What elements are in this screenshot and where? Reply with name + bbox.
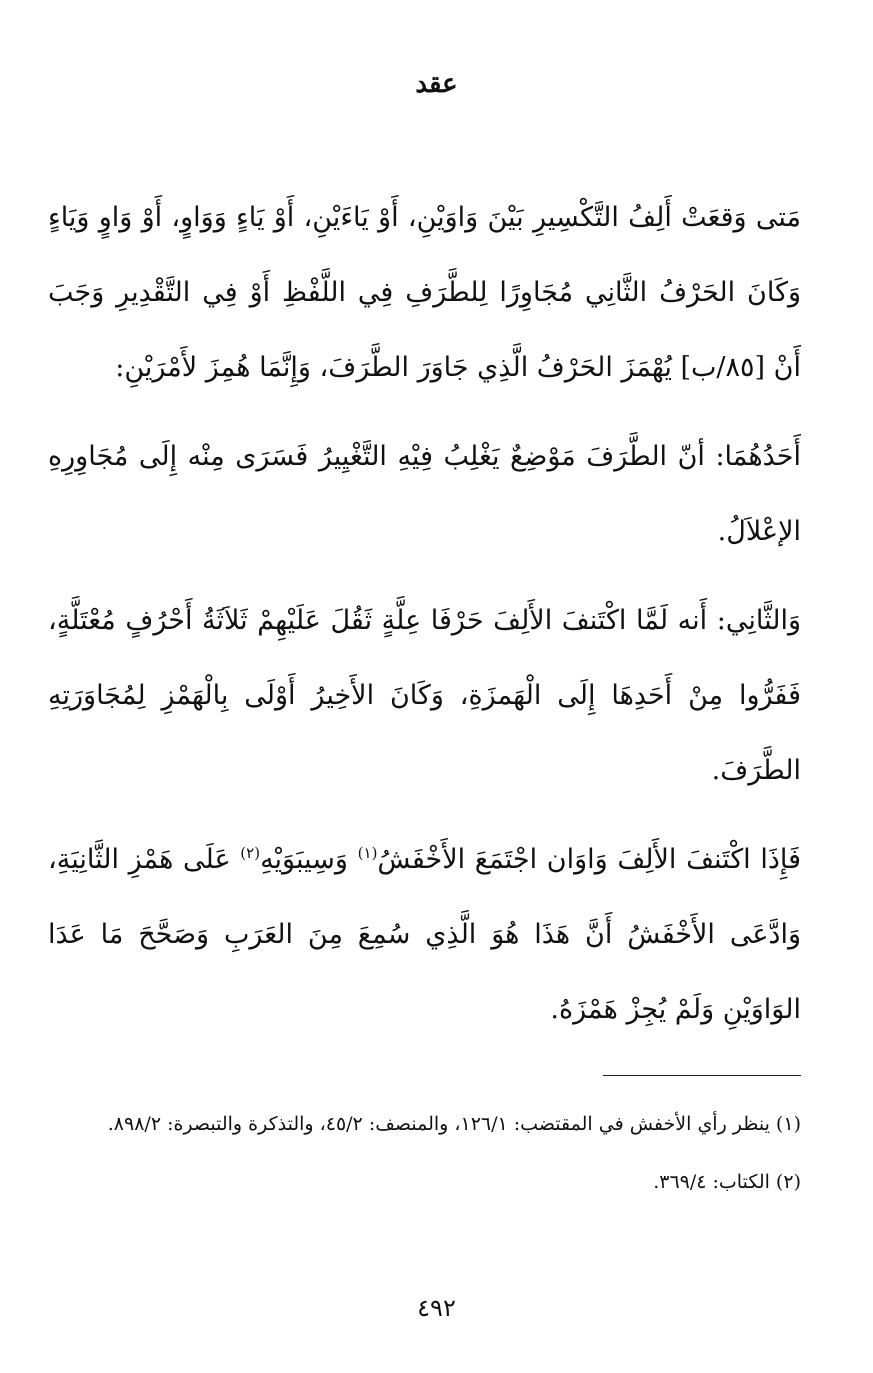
footnote-2: (٢) الكتاب: ٣٦٩/٤.: [653, 1171, 801, 1193]
paragraph-4-text-b: وَسِيبَوَيْهِ: [260, 844, 358, 875]
paragraph-1: مَتى وَقعَتْ أَلِفُ التَّكْسِيرِ بَيْنَ وَاوَيْنِ، أَوْ يَاءَيْنِ، أَوْ يَاءٍ وَوَاوٍ، أَوْ وَاوٍ وَيَاءٍ وَكَانَ الحَرْفُ الثَّانِي مُجَاوِرًا لِلطَّرَفِ فِي اللَّفْظِ أَوْ فِي التَّقْدِيرِ وَجَبَ أَنْ [٨٥/ب] يُهْمَزَ الحَرْفُ الَّذِي جَاوَرَ الطَّرَفَ، وَإِنَّمَا هُمِزَ لأَمْرَيْنِ:: [48, 202, 801, 383]
main-text: [48, 180, 801, 1047]
footnote-ref-2: (٢): [240, 844, 261, 862]
paragraph-4-text-c: عَلَى هَمْزِ الثَّانِيَةِ، وَادَّعَى الأَخْفَشُ أَنَّ هَذَا هُوَ الَّذِي سُمِعَ مِنَ العَرَبِ وَصَحَّحَ مَا عَدَا الوَاوَيْنِ وَلَمْ يُجِزْ هَمْزَهُ.: [48, 844, 801, 1025]
paragraph-2: أَحَدُهُمَا: أنّ الطَّرَفَ مَوْضِعٌ يَغْلِبُ فِيْهِ التَّغْيِيرُ فَسَرَى مِنْه إِلَى مُجَاوِرِهِ الإعْلاَلُ.: [48, 441, 801, 547]
paragraph-4: [48, 822, 801, 1047]
footnote-ref-1: (١): [357, 844, 378, 862]
paragraph-3: وَالثَّانِي: أَنه لَمَّا اكْتَنفَ الأَلِفَ حَرْفَا عِلَّةٍ ثَقُلَ عَلَيْهِمْ ثَلاَثَةُ أَحْرُفٍ مُعْتَلَّةٍ، فَفَرُّوا مِنْ أَحَدِهَا إِلَى الْهَمزَةِ، وَكَانَ الأَخِيرُ أَوْلَى بِالْهَمْزِ لِمُجَاوَرَتِهِ الطَّرَفَ.: [48, 605, 801, 786]
footnote-separator: [603, 1075, 801, 1076]
footnotes: [48, 1095, 801, 1211]
page-header-title: عقد: [415, 69, 458, 99]
page-number: ٤٩٢: [417, 1294, 456, 1322]
footnote-1: (١) ينظر رأي الأخفش في المقتضب: ١٢٦/١، والمنصف: ٤٥/٢، والتذكرة والتبصرة: ٨٩٨/٢.: [107, 1113, 801, 1135]
paragraph-4-text-a: فَإِذَا اكْتَنفَ الأَلِفَ وَاوَان اجْتَمَعَ الأَخْفَشُ: [377, 844, 802, 875]
